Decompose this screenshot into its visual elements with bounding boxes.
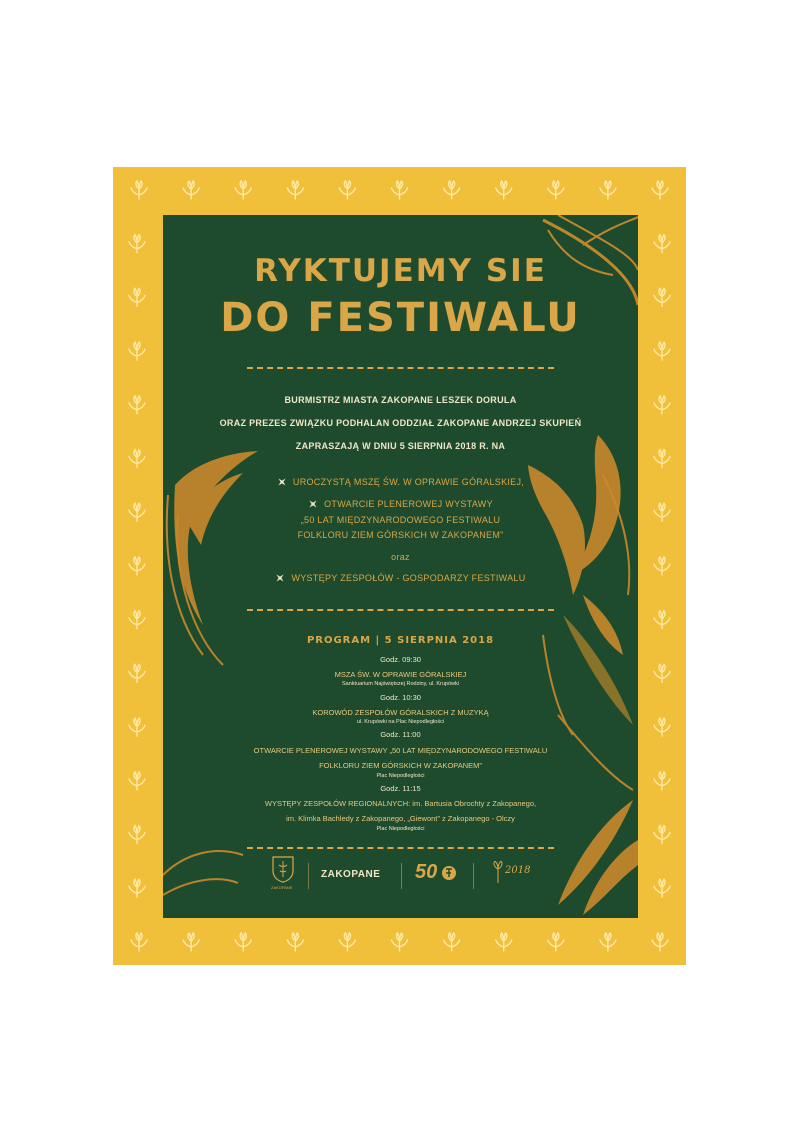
thistle-icon [129, 826, 145, 844]
thistle-icon [287, 181, 303, 199]
event-item-2-line-2: „50 LAT MIĘDZYNARODOWEGO FESTIWALU [300, 515, 501, 525]
program-time-1: Godz. 09:30 [380, 655, 421, 664]
zakopane-crest-logo [267, 855, 299, 895]
program-location-1: Sanktuarium Najświętszej Rodziny, ul. Krupówki [342, 681, 459, 687]
thistle-icon [129, 718, 145, 736]
festival-2018-logo [491, 855, 536, 895]
thistle-icon [444, 933, 460, 951]
title-line-1: RYKTUJEMY SIE [254, 253, 547, 289]
anniversary-50-logo [415, 855, 460, 895]
thistle-icon [287, 933, 303, 951]
thistle-icon [129, 879, 145, 897]
sponsor-logos [163, 855, 638, 895]
invitation-line-2: ORAZ PREZES ZWIĄZKU PODHALAN ODDZIAŁ ZAKOPANE ANDRZEJ SKUPIEŃ [219, 418, 582, 428]
divider-top [247, 367, 554, 369]
thistle-icon [654, 503, 670, 521]
thistle-icon [654, 664, 670, 682]
program-time-3: Godz. 11:00 [380, 730, 421, 739]
cross-star-icon [277, 477, 287, 487]
thistle-icon [654, 772, 670, 790]
thistle-icon [654, 288, 670, 306]
thistle-icon [496, 933, 512, 951]
thistle-icon [129, 235, 145, 253]
thistle-icon [183, 181, 199, 199]
thistle-icon [654, 611, 670, 629]
thistle-icon [392, 933, 408, 951]
thistle-icon [654, 342, 670, 360]
thistle-icon [654, 396, 670, 414]
thistle-icon [548, 181, 564, 199]
thistle-icon [129, 342, 145, 360]
thistle-icon [131, 933, 147, 951]
event-item-3-text: WYSTĘPY ZESPOŁÓW - GOSPODARZY FESTIWALU [291, 573, 526, 583]
crest-label: ZAKOPANE [271, 885, 293, 890]
event-item-3 [163, 573, 638, 583]
thistle-icon [235, 933, 251, 951]
thistle-icon [129, 611, 145, 629]
program-time-4: Godz. 11:15 [380, 784, 421, 793]
connector-oraz: oraz [391, 552, 410, 562]
logo-separator [308, 863, 309, 889]
thistle-icon [654, 235, 670, 253]
thistle-icon [600, 933, 616, 951]
anniversary-number: 50 [415, 861, 438, 883]
poster-panel [163, 215, 638, 918]
festival-emblem-icon [441, 865, 457, 881]
thistle-icon [129, 503, 145, 521]
thistle-icon [392, 181, 408, 199]
event-item-2-text: OTWARCIE PLENEROWEJ WYSTAWY [324, 499, 493, 509]
program-time-2: Godz. 10:30 [380, 693, 421, 702]
thistle-icon [129, 396, 145, 414]
thistle-icon [496, 181, 512, 199]
divider-bottom [247, 847, 554, 849]
thistle-icon [654, 879, 670, 897]
thistle-icon [600, 181, 616, 199]
thistle-icon [339, 933, 355, 951]
divider-middle [247, 609, 554, 611]
program-location-4: Plac Niepodległości [376, 826, 425, 832]
thistle-icon [444, 181, 460, 199]
thistle-icon [548, 933, 564, 951]
zakopane-wordmark: ZAKOPANE [321, 869, 381, 880]
thistle-icon [339, 181, 355, 199]
thistle-icon [183, 933, 199, 951]
invitation-line-1: BURMISTRZ MIASTA ZAKOPANE LESZEK DORULA [284, 395, 517, 405]
program-event-1: MSZA ŚW. W OPRAWIE GÓRALSKIEJ [334, 670, 467, 679]
program-event-3b: FOLKLORU ZIEM GÓRSKICH W ZAKOPANEM” [319, 761, 482, 770]
thistle-icon [654, 826, 670, 844]
festival-year: 2018 [505, 865, 531, 876]
program-event-4b: im. Klimka Bachledy z Zakopanego, „Giewont” z Zakopanego - Olczy [286, 814, 515, 823]
cross-star-icon [308, 499, 318, 509]
thistle-icon [235, 181, 251, 199]
event-item-2 [163, 499, 638, 509]
program-location-3: Plac Niepodległości [376, 773, 425, 779]
thistle-icon [131, 181, 147, 199]
thistle-icon [652, 181, 668, 199]
event-item-1 [163, 477, 638, 487]
logo-separator [473, 863, 474, 889]
thistle-icon [652, 933, 668, 951]
program-event-4a: WYSTĘPY ZESPOŁÓW REGIONALNYCH: im. Bartusia Obrochty z Zakopanego, [264, 799, 537, 808]
thistle-icon [654, 450, 670, 468]
event-item-1-text: UROCZYSTĄ MSZĘ ŚW. W OPRAWIE GÓRALSKIEJ, [292, 477, 525, 487]
program-event-2: KOROWÓD ZESPOŁÓW GÓRALSKICH Z MUZYKĄ [312, 708, 489, 717]
logo-separator [401, 863, 402, 889]
flower-icon [491, 861, 505, 883]
thistle-icon [129, 664, 145, 682]
thistle-icon [129, 288, 145, 306]
thistle-icon [129, 450, 145, 468]
invitation-line-3: ZAPRASZAJĄ W DNIU 5 SIERPNIA 2018 R. NA [295, 441, 506, 451]
program-title: PROGRAM | 5 SIERPNIA 2018 [306, 635, 495, 646]
zakopane-wordmark-logo [321, 855, 391, 895]
thistle-icon [654, 718, 670, 736]
crest-icon [271, 855, 295, 883]
event-item-2-line-3: FOLKLORU ZIEM GÓRSKICH W ZAKOPANEM” [297, 530, 504, 540]
title-line-2: DO FESTIWALU [220, 295, 581, 341]
program-location-2: ul. Krupówki na Plac Niepodległości [356, 719, 445, 725]
cross-star-icon [275, 573, 285, 583]
thistle-icon [129, 772, 145, 790]
program-event-3a: OTWARCIE PLENEROWEJ WYSTAWY „50 LAT MIĘDZYNARODOWEGO FESTIWALU [253, 746, 548, 755]
thistle-icon [654, 557, 670, 575]
thistle-icon [129, 557, 145, 575]
